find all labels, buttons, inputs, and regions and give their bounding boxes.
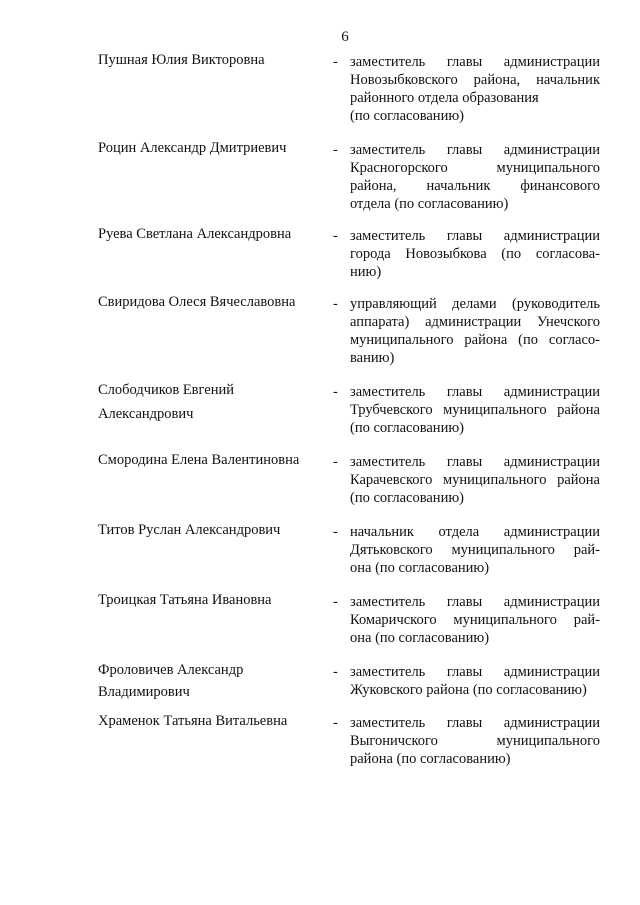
member-name-line: Титов Руслан Александрович	[98, 522, 281, 538]
member-name-line: Слободчиков Евгений	[98, 382, 235, 398]
member-position	[350, 453, 600, 507]
member-name	[98, 381, 323, 423]
separator-dash: -	[333, 594, 338, 610]
separator-dash: -	[333, 524, 338, 540]
member-position-line: отдела (по согласованию)	[350, 196, 509, 212]
member-name-line: Троицкая Татьяна Ивановна	[98, 592, 272, 608]
member-position-line: ванию)	[350, 350, 395, 366]
member-position-line: Комаричского муниципального рай-	[350, 612, 600, 628]
member-name	[98, 712, 323, 730]
page-number: 6	[341, 29, 349, 45]
member-position	[350, 227, 600, 281]
separator-dash: -	[333, 296, 338, 312]
separator-dash: -	[333, 228, 338, 244]
member-position-line: (по согласованию)	[350, 490, 464, 506]
member-name-line: Свиридова Олеся Вячеславовна	[98, 294, 296, 310]
separator-dash: -	[333, 664, 338, 680]
member-position-line: нию)	[350, 264, 382, 280]
member-position	[350, 295, 600, 367]
member-name-line: Владимирович	[98, 684, 190, 700]
member-position-line: муниципального района (по согласо-	[350, 332, 600, 348]
member-position-line: заместитель главы администрации	[350, 594, 600, 610]
member-position-line: она (по согласованию)	[350, 630, 490, 646]
member-position-line: Красногорского муниципального	[350, 160, 600, 176]
member-position	[350, 593, 600, 647]
member-position-line: Новозыбковского района, начальник	[350, 72, 600, 88]
member-position-line: (по согласованию)	[350, 420, 464, 436]
member-name-line: Смородина Елена Валентиновна	[98, 452, 300, 468]
member-name-line: Храменок Татьяна Витальевна	[98, 713, 288, 729]
member-position-line: Жуковского района (по согласованию)	[350, 682, 587, 698]
member-position	[350, 663, 600, 699]
member-name	[98, 225, 323, 243]
member-position-line: она (по согласованию)	[350, 560, 490, 576]
member-position-line: заместитель главы администрации	[350, 142, 600, 158]
member-position-line: начальник отдела администрации	[350, 524, 600, 540]
member-position-line: аппарата) администрации Унечского	[350, 314, 600, 330]
member-name	[98, 51, 323, 69]
member-name	[98, 521, 323, 539]
member-position-line: заместитель главы администрации	[350, 384, 600, 400]
member-position-line: заместитель главы администрации	[350, 715, 600, 731]
member-position	[350, 141, 600, 213]
member-position-line: управляющий делами (руководитель	[350, 296, 600, 312]
member-position	[350, 53, 600, 125]
member-name	[98, 139, 323, 157]
member-position-line: города Новозыбкова (по согласова-	[350, 246, 600, 262]
separator-dash: -	[333, 454, 338, 470]
member-position-line: Дятьковского муниципального рай-	[350, 542, 600, 558]
member-position-line: Трубчевского муниципального района	[350, 402, 600, 418]
separator-dash: -	[333, 142, 338, 158]
separator-dash: -	[333, 715, 338, 731]
member-name	[98, 591, 323, 609]
member-name	[98, 661, 323, 701]
member-position	[350, 714, 600, 768]
member-position-line: заместитель главы администрации	[350, 54, 600, 70]
separator-dash: -	[333, 384, 338, 400]
member-position-line: района, начальник финансового	[350, 178, 600, 194]
member-name-line: Пушная Юлия Викторовна	[98, 52, 265, 68]
member-name-line: Александрович	[98, 406, 194, 422]
member-name-line: Руева Светлана Александровна	[98, 226, 292, 242]
member-name-line: Фроловичев Александр	[98, 662, 244, 678]
member-position-line: заместитель главы администрации	[350, 664, 600, 680]
member-name-line: Роцин Александр Дмитриевич	[98, 140, 287, 156]
member-position-line: Карачевского муниципального района	[350, 472, 600, 488]
member-position-line: Выгоничского муниципального	[350, 733, 600, 749]
member-position-line: районного отдела образования	[350, 90, 539, 106]
member-position	[350, 523, 600, 577]
member-position-line: района (по согласованию)	[350, 751, 511, 767]
member-position-line: заместитель главы администрации	[350, 454, 600, 470]
member-position	[350, 383, 600, 437]
separator-dash: -	[333, 54, 338, 70]
member-position-line: (по согласованию)	[350, 108, 464, 124]
member-name	[98, 451, 323, 469]
member-name	[98, 293, 323, 311]
member-position-line: заместитель главы администрации	[350, 228, 600, 244]
